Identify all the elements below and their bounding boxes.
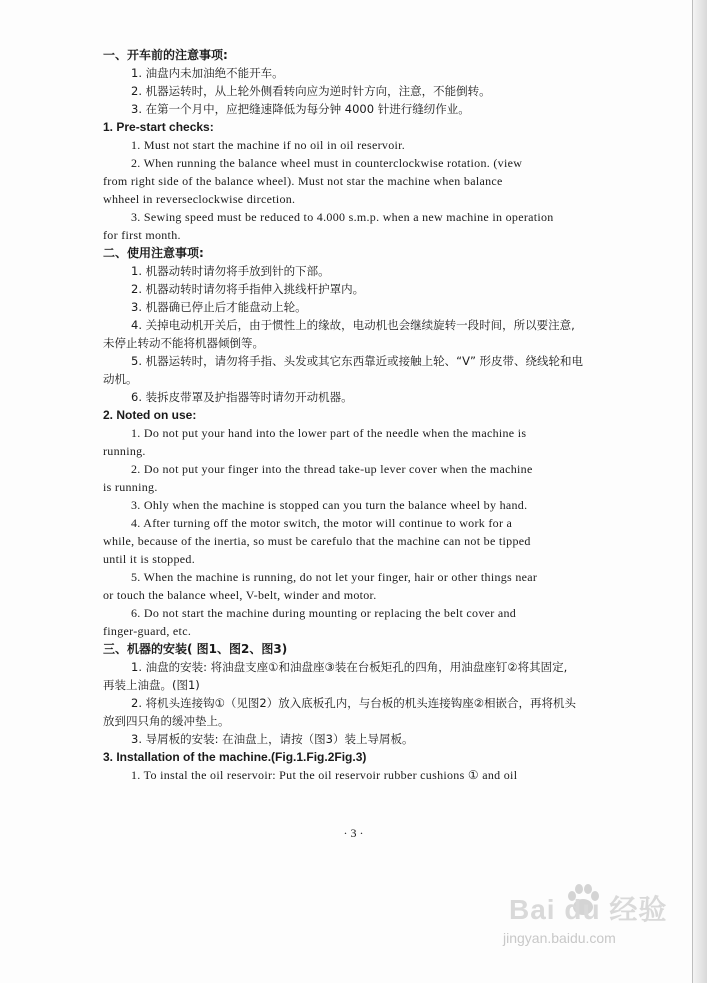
paragraph-line: 2. 将机头连接钩①（见图2）放入底板孔内，与台板的机头连接钩座②相嵌合，再将机头 <box>131 696 577 710</box>
watermark-url: jingyan.baidu.com <box>503 930 616 946</box>
paragraph-line: 3. 在第一个月中，应把缝速降低为每分钟 4000 针进行缝纫作业。 <box>131 102 470 116</box>
paragraph-line: 6. Do not start the machine during mounting or replacing the belt cover and <box>131 606 517 620</box>
paragraph-line: 1. Must not start the machine if no oil in oil reservoir. <box>131 138 406 152</box>
paragraph-line: 2. 机器动转时请勿将手指伸入挑线杆护罩内。 <box>131 282 365 296</box>
watermark-brand: Bai du 经验 <box>509 894 668 925</box>
paragraph-line: 6. 装拆皮带罩及护指器等时请勿开动机器。 <box>131 390 353 404</box>
paragraph-line: 3. 机器确已停止后才能盘动上轮。 <box>131 300 307 314</box>
paragraph-line: finger-guard, etc. <box>103 624 192 638</box>
section-heading: 二、使用注意事项: <box>103 246 204 260</box>
paragraph-line: is running. <box>103 480 158 494</box>
document-body <box>103 46 623 784</box>
paragraph-line: whheel in reverseclockwise dircetion. <box>103 192 296 206</box>
paragraph-line: 4. 关掉电动机开关后，由于惯性上的缘故，电动机也会继续旋转一段时间，所以要注意, <box>131 318 575 332</box>
paragraph-line: 3. 导屑板的安装: 在油盘上，请按（图3）装上导屑板。 <box>131 732 414 746</box>
paragraph-line: 放到四只角的缓冲垫上。 <box>103 714 230 728</box>
paragraph-line: 1. 油盘内未加油绝不能开车。 <box>131 66 284 80</box>
section-heading: 2. Noted on use: <box>103 408 197 422</box>
paragraph-line: 2. When running the balance wheel must in counterclockwise rotation. (view <box>131 156 523 170</box>
paragraph-line: 3. Sewing speed must be reduced to 4.000 s.m.p. when a new machine in operation <box>131 210 554 224</box>
paragraph-line: 2. Do not put your finger into the thread take-up lever cover when the machine <box>131 462 533 476</box>
paragraph-line: or touch the balance wheel, V-belt, winder and motor. <box>103 588 377 602</box>
paragraph-line: 动机。 <box>103 372 138 386</box>
paragraph-line: 1. Do not put your hand into the lower part of the needle when the machine is <box>131 426 527 440</box>
paragraph-line: 5. 机器运转时，请勿将手指、头发或其它东西靠近或接触上轮、“V” 形皮带、绕线轮和电 <box>131 354 584 368</box>
paragraph-line: for first month. <box>103 228 181 242</box>
paragraph-line: 4. After turning off the motor switch, the motor will continue to work for a <box>131 516 513 530</box>
baidu-watermark <box>503 880 693 970</box>
section-heading: 一、开车前的注意事项: <box>103 48 228 62</box>
paragraph-line: from right side of the balance wheel). Must not star the machine when balance <box>103 174 503 188</box>
section-heading: 三、机器的安装( 图1、图2、图3) <box>103 642 288 656</box>
paragraph-line: 1. 机器动转时请勿将手放到针的下部。 <box>131 264 330 278</box>
paragraph-line: 1. To instal the oil reservoir: Put the oil reservoir rubber cushions ① and oil <box>131 768 518 782</box>
paragraph-line: while, because of the inertia, so must be carefulo that the machine can not be tipped <box>103 534 531 548</box>
section-heading: 3. Installation of the machine.(Fig.1.Fig.2Fig.3) <box>103 750 367 764</box>
paragraph-line: running. <box>103 444 146 458</box>
section-heading: 1. Pre-start checks: <box>103 120 214 134</box>
paragraph-line: 3. Ohly when the machine is stopped can you turn the balance wheel by hand. <box>131 498 528 512</box>
paragraph-line: 2. 机器运转时，从上轮外侧看转向应为逆时针方向，注意，不能倒转。 <box>131 84 491 98</box>
page-number: · 3 · <box>343 826 364 840</box>
paragraph-line: 未停止转动不能将机器倾倒等。 <box>103 336 264 350</box>
paragraph-line: until it is stopped. <box>103 552 196 566</box>
paragraph-line: 5. When the machine is running, do not let your finger, hair or other things near <box>131 570 538 584</box>
paragraph-line: 1. 油盘的安装: 将油盘支座①和油盘座③装在台板矩孔的四角，用油盘座钉②将其固定, <box>131 660 568 674</box>
paragraph-line: 再装上油盘。(图1) <box>103 678 200 692</box>
